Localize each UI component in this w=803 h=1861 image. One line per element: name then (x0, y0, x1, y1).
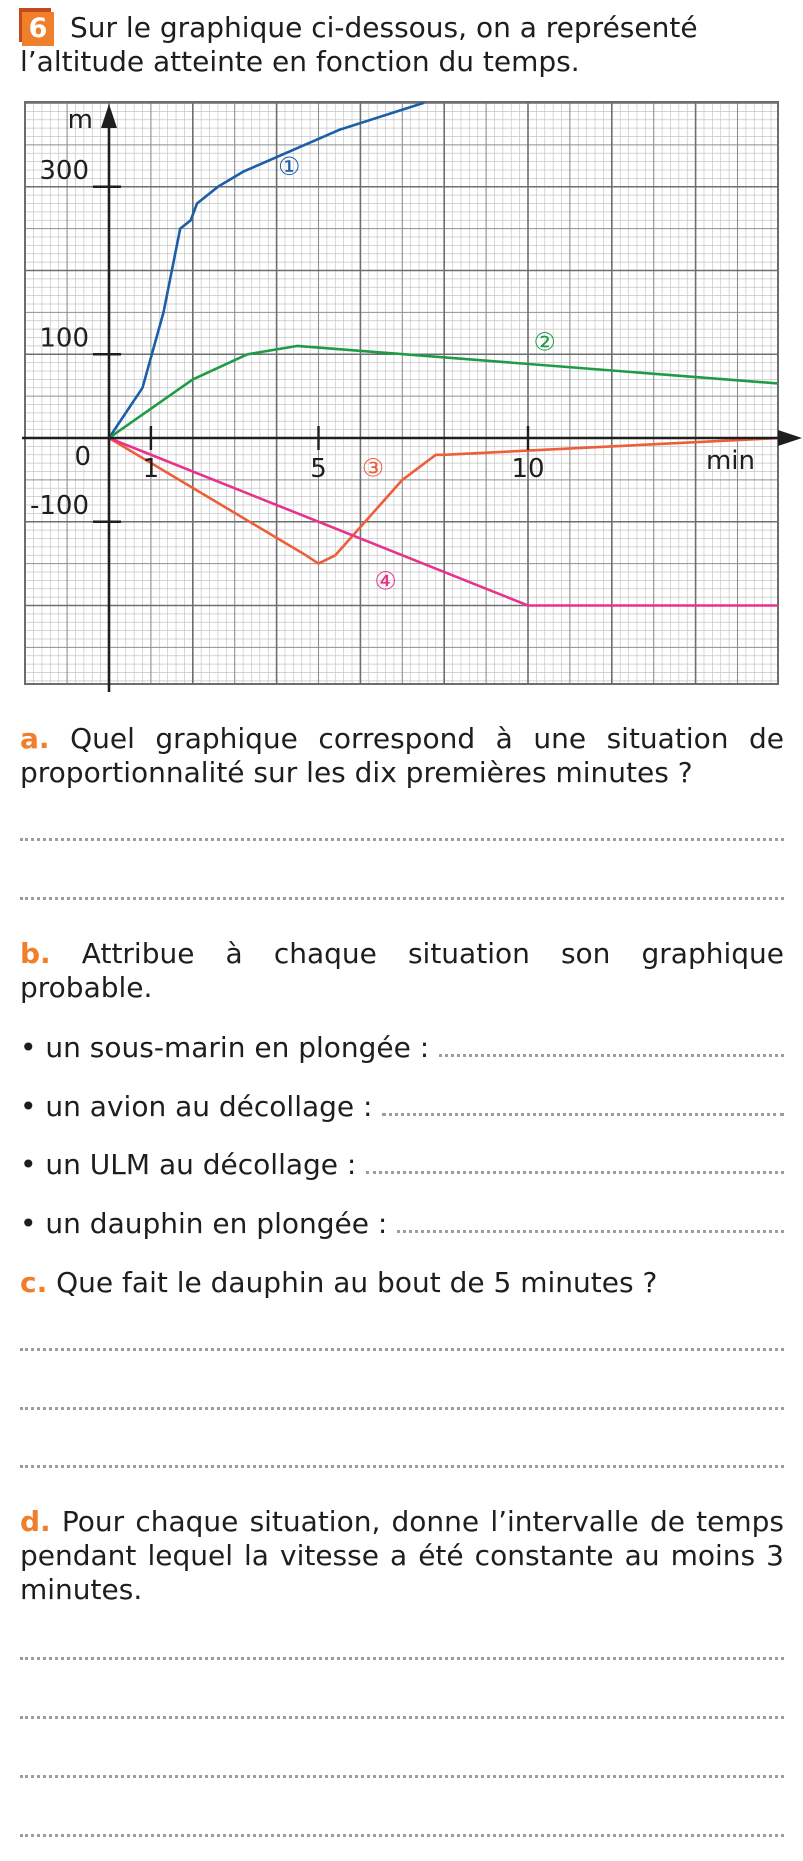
answer-line-d3[interactable] (20, 1775, 784, 1778)
answer-field-sous-marin[interactable] (439, 1030, 784, 1057)
answer-line-c1[interactable] (20, 1348, 784, 1351)
question-b-label: b. (20, 937, 51, 970)
series-marker-1: ① (277, 151, 301, 181)
x-axis-arrow (778, 430, 802, 446)
question-b (20, 937, 784, 1005)
item-dauphin-label: • un dauphin en plongée : (20, 1207, 388, 1240)
question-d-label: d. (20, 1505, 51, 1538)
answer-row-ulm[interactable] (20, 1147, 784, 1183)
exercise-intro-line2: l’altitude atteinte en fonction du temps. (20, 45, 580, 78)
x-axis-label: min (705, 446, 755, 476)
y-tick-label: 300 (39, 155, 89, 186)
y-tick-label: 100 (39, 323, 89, 354)
question-a (20, 722, 784, 790)
exercise-intro-line1: Sur le graphique ci-dessous, on a représenté (70, 11, 698, 44)
item-ulm-label: • un ULM au décollage : (20, 1148, 357, 1181)
item-sous-marin-label: • un sous-marin en plongée : (20, 1031, 430, 1064)
item-avion-label: • un avion au décollage : (20, 1090, 373, 1123)
answer-line-a1[interactable] (20, 838, 784, 841)
answer-line-a2[interactable] (20, 897, 784, 900)
question-b-text: Attribue à chaque situation son graphique probable. (20, 937, 784, 1004)
series-marker-3: ③ (361, 453, 385, 483)
y-tick-label: -100 (29, 490, 89, 521)
y-axis-label: m (67, 105, 93, 135)
exercise-number: 6 (22, 12, 54, 46)
answer-field-avion[interactable] (382, 1089, 784, 1116)
question-c-label: c. (20, 1266, 48, 1299)
question-d (20, 1505, 784, 1607)
answer-row-dauphin[interactable] (20, 1206, 784, 1242)
answer-line-d2[interactable] (20, 1716, 784, 1719)
question-d-text: Pour chaque situation, donne l’intervalle de temps pendant lequel la vitesse a été constante au moins 3 minutes. (20, 1505, 784, 1606)
x-tick-label: 10 (511, 454, 545, 484)
series-marker-2: ② (533, 327, 556, 357)
altitude-chart (0, 0, 803, 700)
question-a-label: a. (20, 722, 50, 755)
answer-row-avion[interactable] (20, 1089, 784, 1125)
question-a-text: Quel graphique correspond à une situation de proportionnalité sur les dix premières minutes ? (20, 722, 785, 789)
answer-line-d1[interactable] (20, 1657, 784, 1660)
answer-field-ulm[interactable] (366, 1147, 784, 1174)
answer-field-dauphin[interactable] (397, 1206, 784, 1233)
answer-line-d4[interactable] (20, 1834, 784, 1837)
answer-row-sous-marin[interactable] (20, 1030, 784, 1066)
origin-label: 0 (74, 442, 91, 472)
question-c (20, 1266, 784, 1300)
x-tick-label: 1 (142, 454, 160, 484)
x-tick-label: 5 (310, 454, 327, 484)
answer-line-c2[interactable] (20, 1407, 784, 1410)
series-marker-4: ④ (374, 566, 397, 596)
question-c-text: Que fait le dauphin au bout de 5 minutes ? (56, 1266, 658, 1299)
answer-line-c3[interactable] (20, 1465, 784, 1468)
